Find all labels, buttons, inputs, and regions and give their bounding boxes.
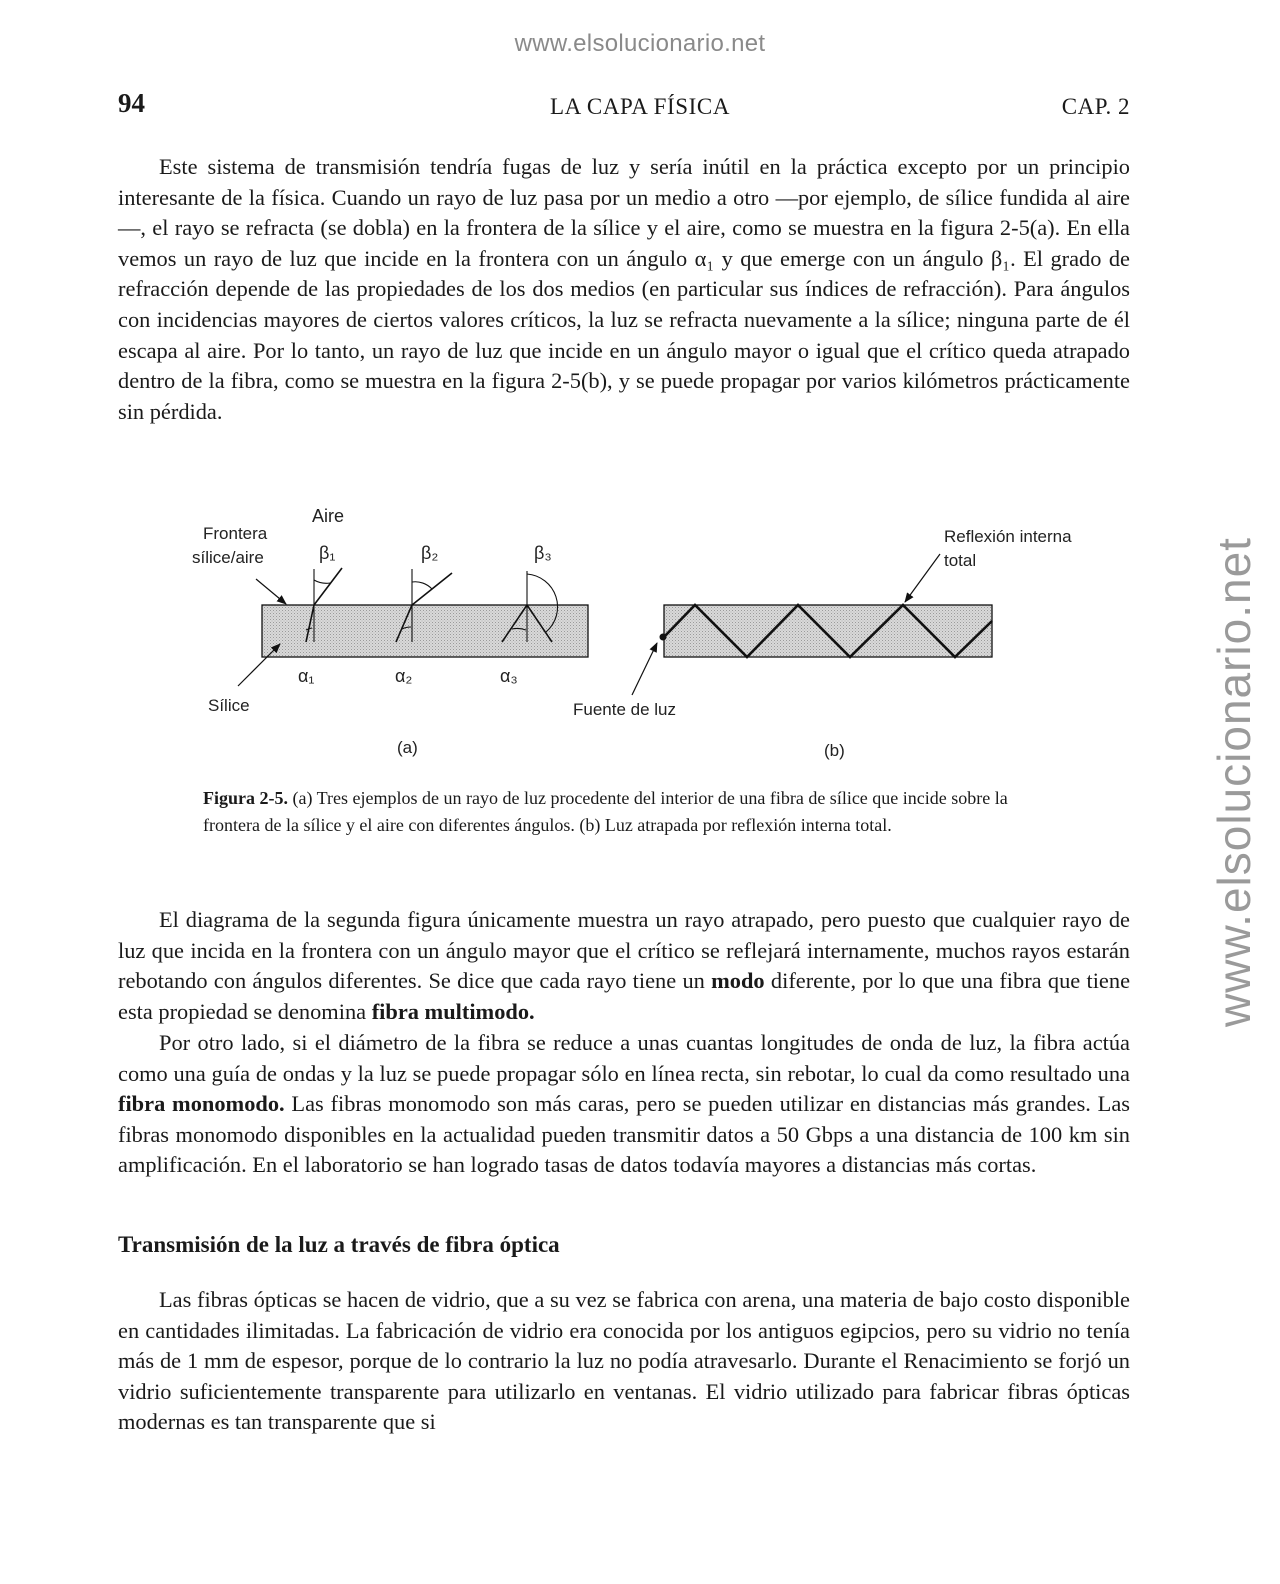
label-beta2: β₂ xyxy=(421,543,439,563)
caption-label: Figura 2-5. xyxy=(203,788,288,808)
frontera-arrow xyxy=(256,579,286,604)
label-sub-a: (a) xyxy=(397,738,418,757)
label-sub-b: (b) xyxy=(824,741,845,760)
paragraph-glass: Las fibras ópticas se hacen de vidrio, que a su vez se fabrica con arena, una materia de bajo costo disponible en cantidades ilimitadas. La fabricación de vidrio era conocida por los antiguos egipcios, pero su vidrio no tenía más de 1 mm de espesor, porque de lo contrario la luz no podía atravesarlo. Durante el Renacimiento se forjó un vidrio suficientemente transparente para utilizarlo en ventanas. El vidrio utilizado para fabricar fibras ópticas modernas es tan transparente que si xyxy=(118,1287,1130,1435)
chapter-label: CAP. 2 xyxy=(1061,94,1130,119)
label-aire: Aire xyxy=(312,506,345,526)
paragraph-multimode xyxy=(118,905,1130,1027)
label-reflexion-2: total xyxy=(944,551,977,570)
figure-caption xyxy=(203,785,1053,839)
caption-text: (a) Tres ejemplos de un rayo de luz procedente del interior de una fibra de sílice que incide sobre la frontera de la sílice y el aire con diferentes ángulos. (b) Luz atrapada por reflexión interna total. xyxy=(203,788,1008,835)
label-alpha1: α₁ xyxy=(298,666,315,686)
paragraph-refraction: Este sistema de transmisión tendría fugas de luz y sería inútil en la práctica excepto por un principio interesante de la física. Cuando un rayo de luz pasa por un medio a otro —por ejemplo, de sílice fundida al aire—, el rayo se refracta (se dobla) en la frontera de la sílice y el aire, como se muestra en la figura 2-5(a). En ella vemos un rayo de luz que incide en la frontera con un ángulo α₁ y que emerge con un ángulo β₁. El grado de refracción depende de las propiedades de los dos medios (en particular sus índices de refracción). Para ángulos con incidencias mayores de ciertos valores críticos, la luz se refracta nuevamente a la sílice; ninguna parte de él escapa al aire. Por lo tanto, un rayo de luz que incide en un ángulo mayor o igual que el crítico queda atrapado dentro de la fibra, como se muestra en la figura 2-5(b), y se puede propagar por varios kilómetros prácticamente sin pérdida. xyxy=(118,154,1130,424)
term-fibra-monomodo: fibra monomodo. xyxy=(118,1091,285,1117)
term-fibra-multimodo: fibra multimodo. xyxy=(371,998,535,1024)
reflexion-arrow xyxy=(905,554,940,602)
page-number: 94 xyxy=(118,88,145,118)
p3-text-a: Por otro lado, si el diámetro de la fibra se reduce a unas cuantas longitudes de onda de luz, la fibra actúa como una guía de ondas y la luz se puede propagar sólo en línea recta, sin rebotar, lo cual da como resultado una xyxy=(118,1030,1130,1086)
silica-slab-a xyxy=(262,605,588,657)
term-modo: modo xyxy=(711,968,765,994)
paragraph-monomode xyxy=(118,1028,1130,1181)
running-title: LA CAPA FÍSICA xyxy=(549,94,731,119)
fuente-arrow xyxy=(632,643,657,695)
label-reflexion-1: Reflexión interna xyxy=(944,527,1072,546)
watermark-top: www.elsolucionario.net xyxy=(514,30,766,57)
p2-text-c: diferente, por lo que una fibra que tiene esta propiedad se denomina xyxy=(118,968,1131,1024)
label-beta3: β₃ xyxy=(534,543,552,563)
p3-text-c: Las fibras monomodo son más caras, pero se pueden utilizar en distancias más grandes. Las fibras monomodo disponibles en la actualidad pueden transmitir datos a 50 Gbps a una distancia de 100 km sin amplificación. En el laboratorio se han logrado tasas de datos todavía mayores a distancias más cortas. xyxy=(118,1091,1130,1178)
silice-arrow xyxy=(238,644,280,686)
p2-text-a: El diagrama de la segunda figura únicamente muestra un rayo atrapado, pero puesto que cualquier rayo de luz que incida en la frontera con un ángulo mayor que el crítico se reflejará internamente, muchos rayos estarán rebotando con ángulos diferentes. Se dice que cada rayo tiene un xyxy=(118,907,1130,994)
label-beta1: β₁ xyxy=(319,543,336,563)
label-alpha3: α₃ xyxy=(500,666,518,686)
silica-slab-b xyxy=(664,605,992,657)
label-fuente: Fuente de luz xyxy=(573,700,677,719)
label-frontera-2: sílice/aire xyxy=(192,548,264,567)
label-alpha2: α₂ xyxy=(395,666,413,686)
light-source-dot xyxy=(660,634,667,641)
label-frontera-1: Frontera xyxy=(203,524,268,543)
figure-2-5 xyxy=(0,490,1280,770)
section-heading: Transmisión de la luz a través de fibra óptica xyxy=(118,1232,560,1257)
label-silice: Sílice xyxy=(208,696,250,715)
watermark-side-text: www.elsolucionario.net xyxy=(1208,537,1260,1027)
